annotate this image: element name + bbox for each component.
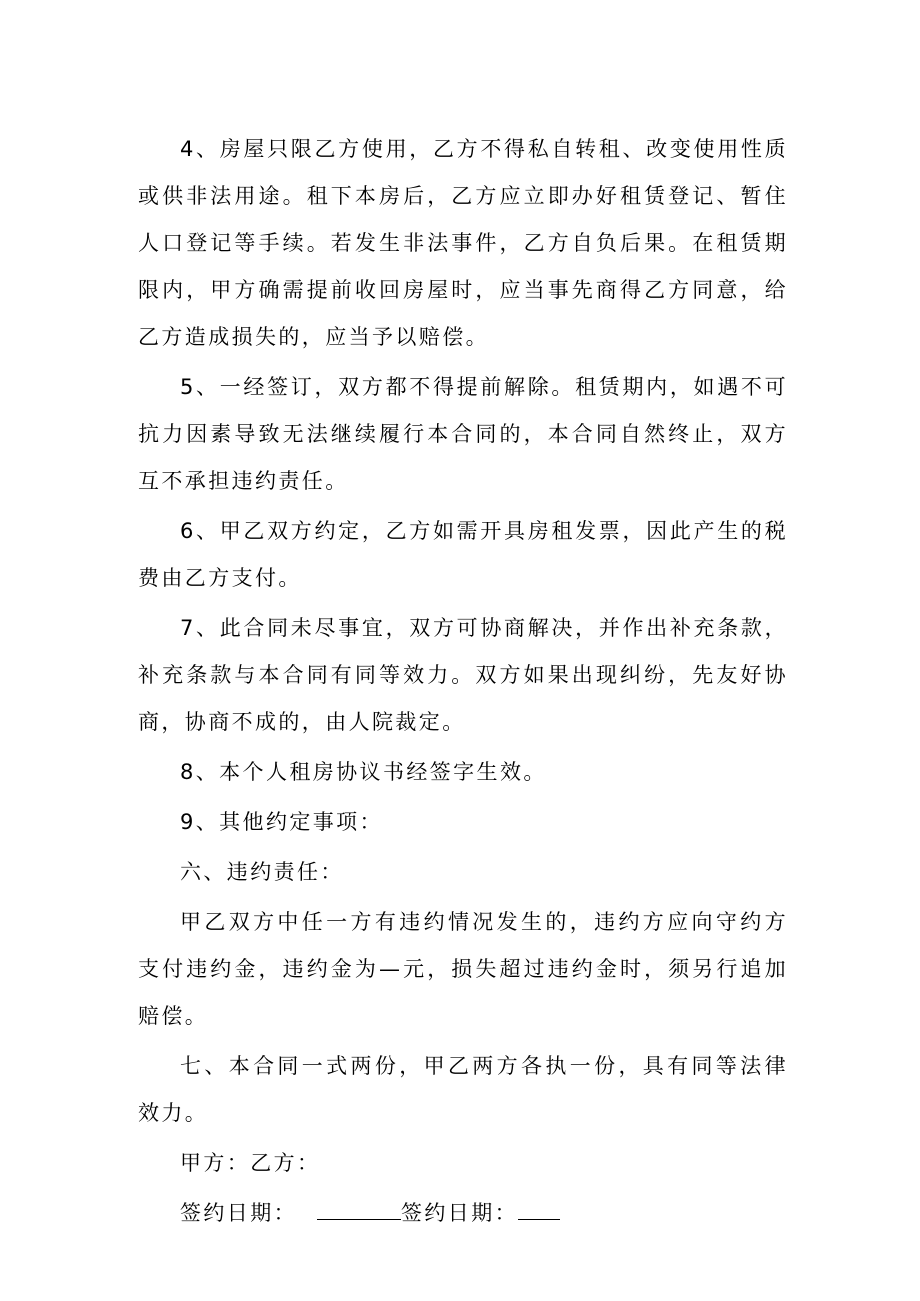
clause-9: 9、其他约定事项：: [180, 810, 383, 834]
clause-5: 5、一经签订，双方都不得提前解除。租赁期内，如遇不可抗力因素导致无法继续履行本合同的，本合同自然终止，双方互不承担违约责任。: [138, 375, 788, 493]
signing-date-blank-b: [518, 1201, 560, 1220]
document-body: [138, 126, 788, 1237]
breach-clause: 甲乙双方中任一方有违约情况发生的，违约方应向守约方支付违约金，违约金为—元，损失超过违约金时，须另行追加赔偿。: [138, 910, 788, 1028]
clause-6: 6、甲乙双方约定，乙方如需开具房租发票，因此产生的税费由乙方支付。: [138, 519, 788, 590]
section-copies: 七、本合同一式两份，甲乙两方各执一份，具有同等法律效力。: [138, 1054, 788, 1125]
signing-date-label-a: 签约日期：: [180, 1201, 297, 1225]
signing-date-row: [138, 1190, 788, 1237]
signing-date-label-b: 签约日期：: [401, 1201, 518, 1225]
clause-4: 4、房屋只限乙方使用，乙方不得私自转租、改变使用性质或供非法用途。租下本房后，乙方应立即办好租赁登记、暂住人口登记等手续。若发生非法事件，乙方自负后果。在租赁期限内，甲方确需提前收回房屋时，应当事先商得乙方同意，给乙方造成损失的，应当予以赔偿。: [138, 137, 788, 349]
signing-date-blank-a: [317, 1201, 401, 1220]
section-heading-breach: 六、违约责任：: [180, 860, 344, 884]
clause-8: 8、本个人租房协议书经签字生效。: [180, 760, 547, 784]
clause-7: 7、此合同未尽事宜，双方可协商解决，并作出补充条款，补充条款与本合同有同等效力。双方如果出现纠纷，先友好协商，协商不成的，由人院裁定。: [138, 616, 788, 734]
party-signature-labels: 甲方：乙方：: [180, 1151, 321, 1175]
